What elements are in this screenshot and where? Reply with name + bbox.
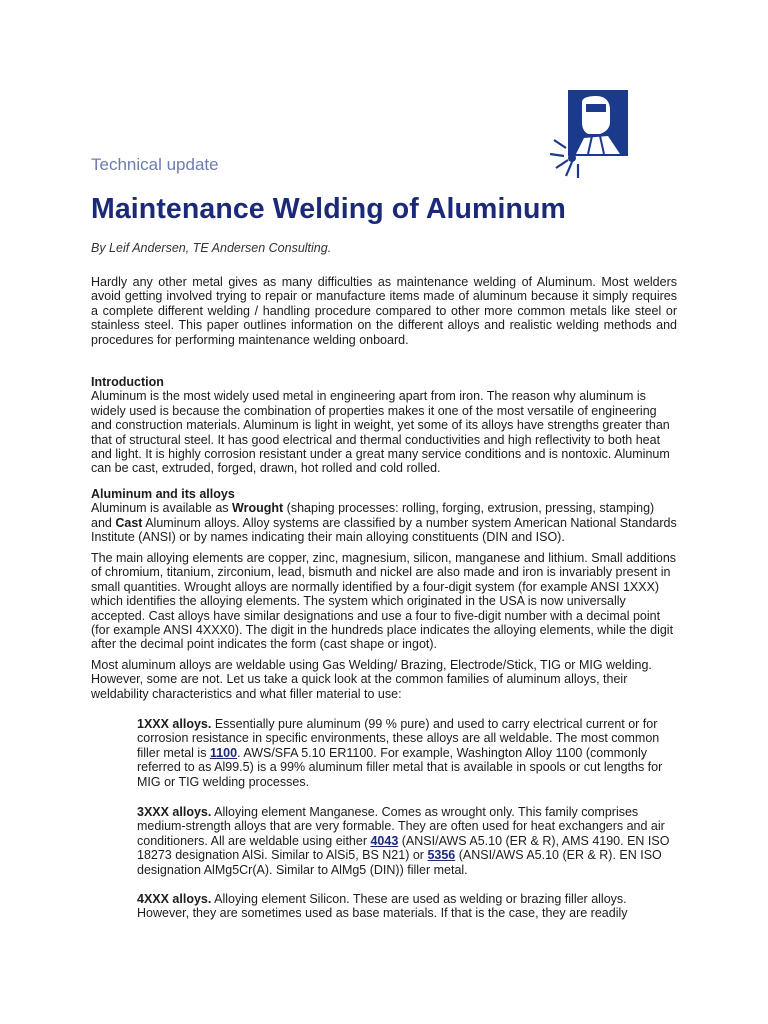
- family-label: 3XXX alloys.: [137, 805, 212, 819]
- alloys-paragraph-3: Most aluminum alloys are weldable using Gas Welding/ Brazing, Electrode/Stick, TIG or MIG welding. However, some are not. Let us take a quick look at the common families of aluminum alloys, their weldability characteristics and what filler material to use:: [91, 658, 652, 701]
- page-title: Maintenance Welding of Aluminum: [91, 193, 566, 225]
- section-introduction: [91, 375, 677, 476]
- alloys-heading: Aluminum and its alloys: [91, 487, 235, 501]
- introduction-body: Aluminum is the most widely used metal in engineering apart from iron. The reason why aluminum is widely used is because the combination of properties makes it one of the most versatile of engineering and construction materials. Aluminum is light in weight, yet some of its alloys have strengths greater than that of structural steel. It has good electrical and thermal conductivities and high reflectivity to both heat and light. It is highly corrosion resistant under a great many service conditions and is nontoxic. Aluminum can be cast, extruded, forged, drawn, hot rolled and cold rolled.: [91, 389, 670, 476]
- family-label: 4XXX alloys.: [137, 892, 212, 906]
- family-label: 1XXX alloys.: [137, 717, 212, 731]
- filler-code: 4043: [370, 833, 399, 848]
- alloys-text: Aluminum is available as: [91, 501, 233, 516]
- family-3xxx: [137, 805, 677, 877]
- section-alloys: [91, 487, 677, 545]
- family-4xxx: [137, 892, 677, 921]
- family-text: Alloying element Manganese. Comes as wrought only. This family comprises medium-strength alloys that are very formable. They are often used for heat exchangers and air conditioners. All are weldable using either: [137, 805, 665, 848]
- filler-code: 1100: [209, 745, 238, 760]
- family-text: Essentially pure aluminum (99 % pure) and used to carry electrical current or for corrosion resistance in specific environments, these alloys are all weldable. The most common filler metal is: [137, 717, 660, 760]
- cast-term: Cast: [115, 515, 143, 530]
- intro-paragraph: Hardly any other metal gives as many difficulties as maintenance welding of Aluminum. Most welders avoid getting involved trying to repair or manufacture items made of aluminum because it simply requires a complete different welding / handling procedure compared to other more common metals like steel or stainless steel. This paper outlines information on the different alloys and realistic welding methods and procedures for performing maintenance welding onboard.: [91, 275, 677, 347]
- welder-logo-icon: [548, 88, 632, 180]
- family-text: (ANSI/AWS A5.10 (ER & R), AMS 4190. EN ISO 18273 designation AlSi. Similar to AlSi5, BS N21) or: [137, 833, 670, 863]
- family-text: . AWS/SFA 5.10 ER1100. For example, Washington Alloy 1100 (commonly referred to as Al99.5) is a 99% aluminum filler metal that is available in spools or cut lengths for MIG or TIG welding processes.: [137, 745, 663, 789]
- alloys-text: Aluminum alloys. Alloy systems are classified by a number system American National Standards Institute (ANSI) or by names indicating their main alloying constituents (DIN and ISO).: [91, 515, 677, 545]
- alloys-paragraph-2: The main alloying elements are copper, zinc, magnesium, silicon, manganese and lithium. Small additions of chromium, titanium, zirconium, lead, bismuth and nickel are also made and iron is invariably present in small quantities. Wrought alloys are normally identified by a four-digit system (for example ANSI 1XXX) which identifies the alloying elements. The system which originated in the USA is now universally accepted. Cast alloys have similar designations and use a four to five-digit number with a decimal point (for example ANSI 4XXX0). The digit in the hundreds place indicates the alloying elements, while the digit after the decimal point indicates the form (cast shape or ingot).: [91, 551, 677, 652]
- family-text: (ANSI/AWS A5.10 (ER & R). EN ISO designation AlMg5Cr(A). Similar to AlMg5 (DIN)) filler metal.: [137, 848, 662, 877]
- wrought-term: Wrought: [232, 501, 284, 516]
- introduction-heading: Introduction: [91, 375, 164, 389]
- byline: By Leif Andersen, TE Andersen Consulting.: [91, 241, 332, 255]
- filler-code: 5356: [427, 848, 456, 863]
- family-1xxx: [137, 717, 677, 789]
- alloys-text: (shaping processes: rolling, forging, extrusion, pressing, stamping) and: [91, 501, 655, 530]
- family-text: Alloying element Silicon. These are used as welding or brazing filler alloys. However, they are sometimes used as base materials. If that is the case, they are readily: [137, 892, 628, 921]
- kicker-label: Technical update: [91, 155, 219, 174]
